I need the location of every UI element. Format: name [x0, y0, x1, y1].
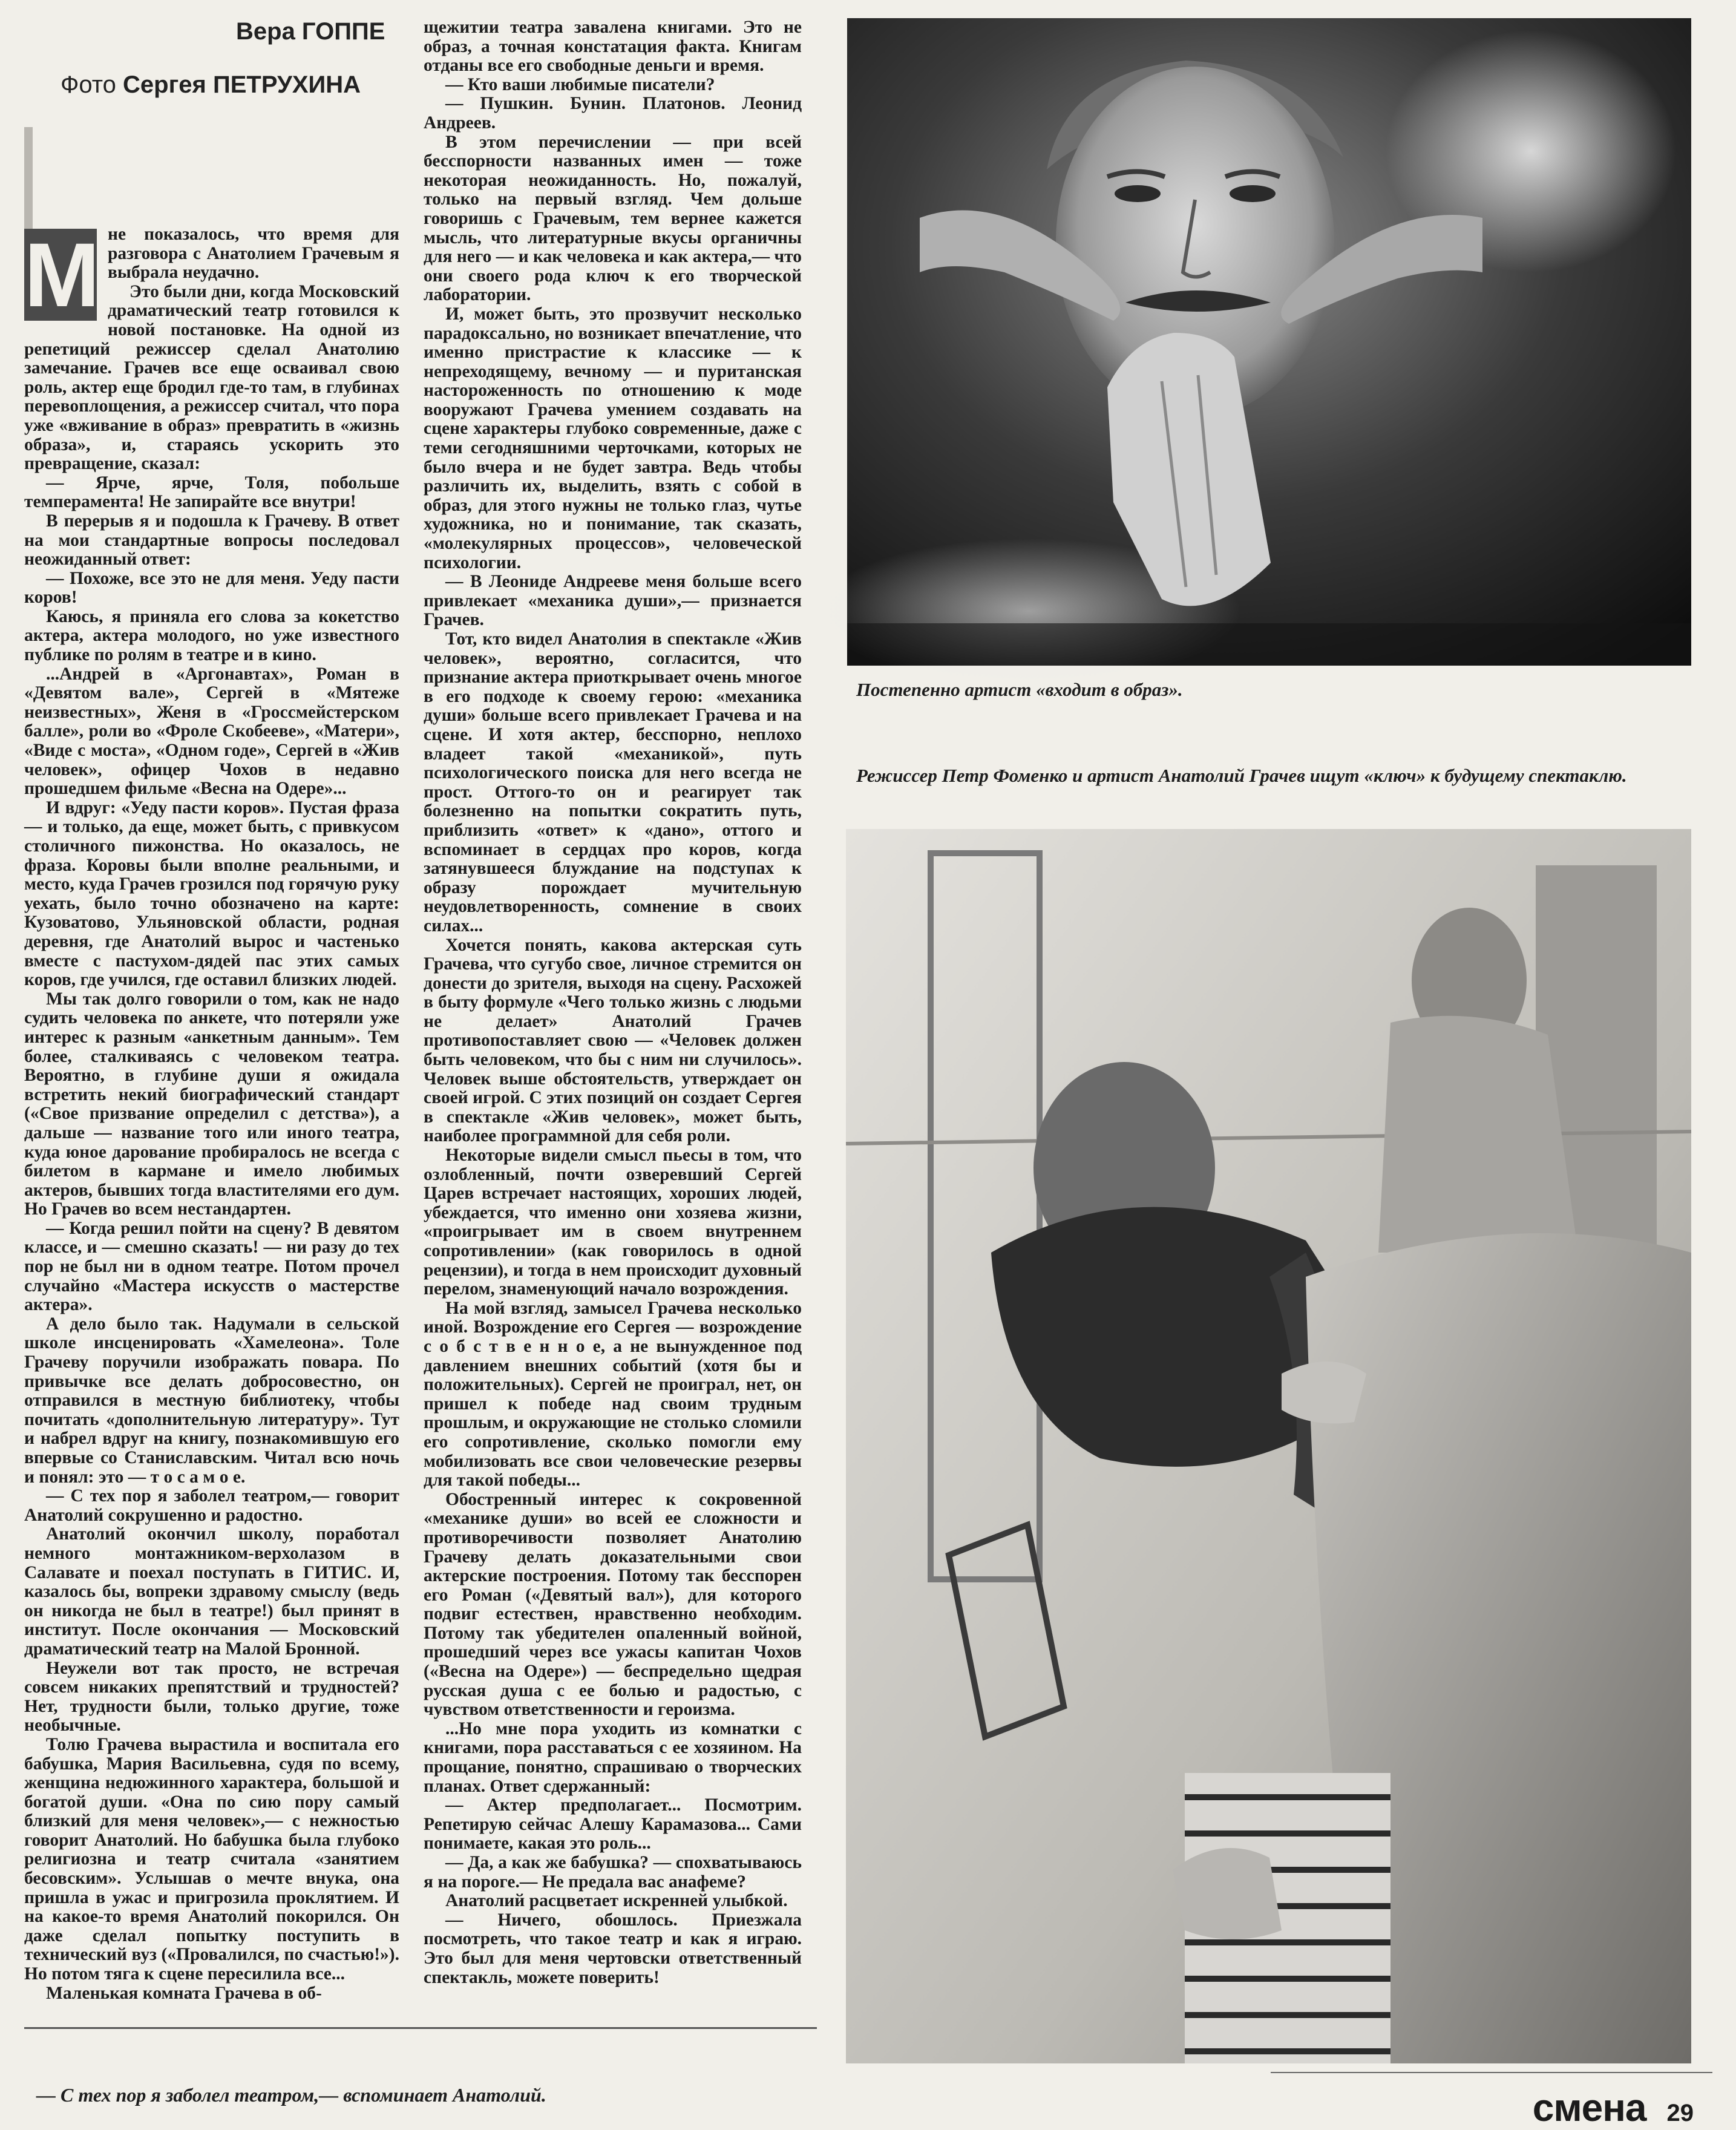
paragraph: ...Но мне пора уходить из комнатки с книгами, пора расставаться с ее хозяином. На прощание, понятно, спрашиваю о творческих планах. Ответ сдержанный: [424, 1719, 802, 1796]
paragraph: Тот, кто видел Анатолия в спектакле «Жив человек», вероятно, согласится, что признание актера приоткрывает очень многое в его подходе к своему герою: «механика души» больше всего привлекает Грачева и на сцене. И хотя актер, бесспорно, неплохо владеет такой «механикой», путь психологического поиска для него всегда не прост. Оттого-то он и реагирует так болезненно на попытки сократить путь, приблизить «ответ» к «дано», оттого и вспоминает в сердцах про коров, когда затянувшееся блуждание на подступах к образу порождает мучительную неудовлетворенность, сомнение в своих силах... [424, 629, 802, 936]
paragraph: Хочется понять, какова актерская суть Грачева, что сугубо свое, личное стремится он донести до зрителя, выходя на сцену. Расхожей в быту формуле «Чего только жизнь с людьми не делает» Анатолий Грачев противопоставляет свою — «Человек должен быть человеком, что бы с ним ни случилось». Человек выше обстоятельств, утверждает он своей игрой. С этих позиций он создает Сергея в спектакле «Жив человек», может быть, наиболее программной для себя роли. [424, 935, 802, 1146]
paragraph: — Ничего, обошлось. Приезжала посмотреть, что такое театр и как я играю. Это был для меня чертовски ответственный спектакль, можете поверить! [424, 1910, 802, 1987]
paragraph: — Похоже, все это не для меня. Уеду пасти коров! [24, 568, 399, 608]
paragraph: — С тех пор я заболел театром,— говорит Анатолий сокрушенно и радостно. [24, 1486, 399, 1525]
paragraph: На мой взгляд, замысел Грачева несколько иной. Возрождение его Сергея — возрождение с о б с т в е н н о е, а не вынужденное под давлением внешних событий (хотя бы и положительных). Сергей не проиграл, нет, он пришел к победе над своим трудным прошлым, и окружающие не столько сломили его сопротивление, сколько помогли ему мобилизовать все свои человеческие резервы для такой победы... [424, 1298, 802, 1490]
paragraph-text: не показалось, что время для разговора с Анатолием Грачевым я выбрала неудачно. [108, 224, 399, 283]
photo-credit-prefix: Фото [61, 71, 116, 98]
divider-rule [24, 2027, 817, 2029]
article-column-1 [24, 224, 399, 2003]
paragraph: Некоторые видели смысл пьесы в том, что озлобленный, почти озверевший Сергей Царев встречает настоящих, хороших людей, убеждается, что именно они хозяева жизни, «проигрывает им в своем внутреннем сопротивлении» (как говорилось в одной рецензии), и тогда в нем происходит духовный перелом, знаменующий начало возрождения. [424, 1145, 802, 1299]
paragraph: И вдруг: «Уеду пасти коров». Пустая фраза — и только, да еще, может быть, с привкусом столичного пижонства. Но оказалось, не фраза. Коровы были вполне реальными, и место, куда Грачев грозился под горячую руку уехать, было точно обозначено на карте: Кузоватово, Ульяновской области, родная деревня, где Анатолий вырос и частенько вместе с пастухом-дядей пас этих самых коров, где учился, где оставил близких людей. [24, 798, 399, 990]
page-number: 29 [1666, 2100, 1694, 2126]
paragraph: ...Андрей в «Аргонавтах», Роман в «Девятом вале», Сергей в «Мятеже неизвестных», Женя в «Гроссмейстерском балле», роли во «Фроле Скобееве», «Матери», «Виде с моста», «Одном годе», Сергей в «Жив человек», офицер Чохов в недавно прошедшем фильме «Весна на Одере»... [24, 664, 399, 799]
paragraph: Каюсь, я приняла его слова за кокетство актера, актера молодого, но уже известного публике по ролям в театре и в кино. [24, 606, 399, 665]
paragraph: Мы так долго говорили о том, как не надо судить человека по анкете, что потеряли уже интерес к разным «анкетным данным». Тем более, сталкиваясь с человеком театра. Вероятно, в глубине души я ожидала встретить некий биографический стандарт («Свое призвание определил с детства»), а дальше — название того или иного театра, куда юное дарование пробиралось не всегда с билетом в кармане и имело любимых актеров, бывших тогда властителями его дум. Но Грачев во всем нестандартен. [24, 989, 399, 1219]
paragraph: — Ярче, ярче, Толя, побольше темперамента! Не запирайте все внутри! [24, 473, 399, 512]
paragraph: — Да, а как же бабушка? — спохватываюсь я на пороге.— Не предала вас анафеме? [424, 1853, 802, 1892]
author-byline: Вера ГОППЕ [236, 18, 385, 45]
rehearsal-photo-image [846, 829, 1691, 2063]
portrait-photo-image [847, 18, 1691, 666]
paragraph: Неужели вот так просто, не встречая совсем никаких препятствий и трудностей? Нет, трудности были, только другие, тоже необычные. [24, 1658, 399, 1735]
photo-caption-top: Постепенно артист «входит в образ». [856, 679, 1183, 700]
paragraph: А дело было так. Надумали в сельской школе инсценировать «Хамелеона». Толе Грачеву поручили изображать повара. По привычке все делать добросовестно, он отправился в местную библиотеку, чтобы почитать «дополнительную литературу». Тут и набрел вдруг на книгу, познакомившую его впервые со Станиславским. Читал всю ночь и понял: это — т о с а м о е. [24, 1314, 399, 1487]
magazine-title: смена [1532, 2086, 1646, 2129]
paragraph: щежитии театра завалена книгами. Это не образ, а точная констатация факта. Книгам отданы все его свободные деньги и время. [424, 18, 802, 76]
rehearsal-photo [846, 829, 1691, 2063]
paragraph: — Актер предполагает... Посмотрим. Репетирую сейчас Алешу Карамазова... Сами понимаете, какая это роль... [424, 1795, 802, 1853]
photo-credit [61, 71, 361, 99]
paragraph: — Пушкин. Бунин. Платонов. Леонид Андреев. [424, 94, 802, 133]
paragraph: Анатолий окончил школу, поработал немного монтажником-верхолазом в Салавате и поехал поступать в ГИТИС. И, казалось бы, вопреки здравому смыслу (ведь он никогда не был в театре!) был принят в институт. После окончания — Московский драматический театр на Малой Бронной. [24, 1524, 399, 1659]
paragraph: Это были дни, когда Московский драматический театр готовился к новой постановке. На одной из репетиций режиссер сделал Анатолию замечание. Грачев все еще осваивал свою роль, актер еще бродил где-то там, в глубинах перевоплощения, а режиссер считал, что пора уже «вживание в образ» превратить в «жизнь образа», и, стараясь ускорить это превращение, сказал: [24, 281, 399, 474]
paragraph: — Кто ваши любимые писатели? [445, 74, 715, 94]
paragraph: — Когда решил пойти на сцену? В девятом классе, и — смешно сказать! — ни разу до тех пор не был ни в одном театре. Потом прочел случайно «Мастера искусств о мастерстве актера». [24, 1218, 399, 1315]
photographer-name: Сергея ПЕТРУХИНА [123, 71, 361, 98]
paragraph: Толю Грачева вырастила и воспитала его бабушка, Мария Васильевна, судя по всему, женщина недюжинного характера, большой и богатой души. «Она по сию пору самый близкий для меня человек»,— с нежностью говорит Анатолий. Но бабушка была глубоко религиозна и театр считала «занятием бесовским». Услышав о мечте внука, она пришла в ужас и пригрозила проклятием. И на какое-то время Анатолий покорился. Он даже сделал попытку поступить в технический вуз («Провалился, по счастью!»). Но потом тяга к сцене пересилила все... [24, 1734, 399, 1984]
page-footer [1533, 2085, 1694, 2130]
paragraph: В перерыв я и подошла к Грачеву. В ответ на мои стандартные вопросы последовал неожиданный ответ: [24, 511, 399, 569]
paragraph: Обостренный интерес к сокровенной «механике души» во всей ее сложности и противоречивости позволяет Анатолию Грачеву делать доказательными свои актерские построения. Потому так бесспорен его Роман («Девятый вал»), для которого подвиг естествен, нравственно необходим. Потому так убедителен опаленный войной, прошедший через все ужасы капитан Чохов («Весна на Одере») — беспредельно щедрая русская душа с ее болью и радостью, с чувством ответственности и героизма. [424, 1489, 802, 1720]
footer-rule [1271, 2072, 1712, 2073]
paragraph: И, может быть, это прозвучит несколько парадоксально, но возникает впечатление, что именно пристрастие к классике — к непреходящему, вечному — и пуританская настороженность по отношению к моде вооружают Грачева умением создавать на сцене характеры глубоко современные, даже с теми сегодняшними черточками, которых не было вчера и не будет завтра. Ведь чтобы различить их, выделить, взять с собой в образ, для этого нужны не только глаз, чутье художника, но и понимание, так сказать, «молекулярных процессов», человеческой психологии. [424, 304, 802, 572]
portrait-photo [847, 18, 1691, 666]
photo-caption-middle: Режиссер Петр Фоменко и артист Анатолий Грачев ищут «ключ» к будущему спектаклю. [856, 765, 1627, 786]
paragraph: Анатолий расцветает искренней улыбкой. [445, 1891, 788, 1911]
paragraph: — В Леониде Андрееве меня больше всего привлекает «механика души»,— признается Грачев. [424, 572, 802, 630]
paragraph: В этом перечислении — при всей бесспорности названных имен — тоже некоторая неожиданность. Но, пожалуй, только на первый взгляд. Чем дольше говоришь с Грачевым, тем вернее кажется мысль, что литературные вкусы органичны для него — и как человека и как актера,— что они своего рода ключ к его творческой лаборатории. [424, 132, 802, 305]
article-column-2 [424, 18, 802, 1987]
drop-cap: М [24, 224, 100, 326]
paragraph [24, 224, 399, 326]
photo-caption-bottom: — С тех пор я заболел театром,— вспоминает Анатолий. [36, 2084, 546, 2106]
paragraph: Маленькая комната Грачева в об- [46, 1983, 322, 2003]
